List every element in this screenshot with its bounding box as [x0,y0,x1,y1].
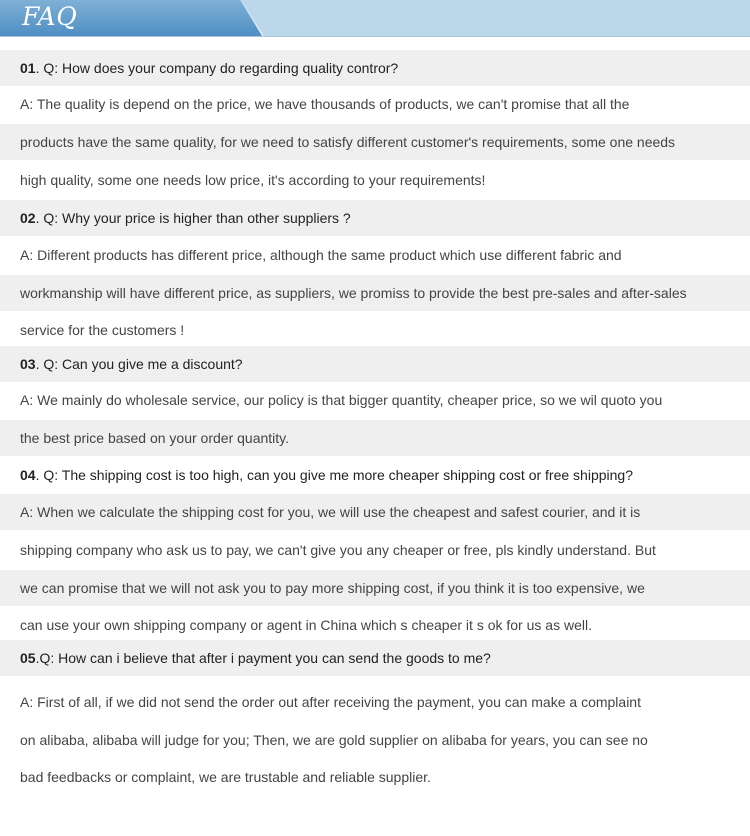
faq-question-4 [0,457,750,493]
faq-question-1 [0,50,750,86]
faq-answer-line: workmanship will have different price, as suppliers, we promiss to provide the best pre-sales and after-sales [0,275,750,311]
question-text: . Q: The shipping cost is too high, can you give me more cheaper shipping cost or free shipping? [35,467,633,483]
faq-answer-line: A: We mainly do wholesale service, our policy is that bigger quantity, cheaper price, so we wil quoto you [20,392,663,408]
question-number: 05 [20,650,36,666]
faq-question-2 [0,200,750,236]
faq-question-3 [0,346,750,382]
page-title: FAQ [22,2,78,31]
faq-answer-line: on alibaba, alibaba will judge for you; Then, we are gold supplier on alibaba for years, you can see no [20,732,648,748]
faq-answer-line: products have the same quality, for we need to satisfy different customer's requirements, some one needs [0,124,750,160]
question-number: 03 [20,356,36,372]
faq-answer-line: high quality, some one needs low price, it's according to your requirements! [20,172,486,188]
faq-answer-line: A: When we calculate the shipping cost for you, we will use the cheapest and safest courier, and it is [0,494,750,530]
faq-header-bar [0,0,750,37]
faq-answer-line: the best price based on your order quantity. [0,420,750,456]
question-number: 04 [20,467,36,483]
faq-answer-line: service for the customers ! [20,322,185,338]
faq-answer-line: we can promise that we will not ask you to pay more shipping cost, if you think it is too expensive, we [0,570,750,606]
question-text: . Q: Why your price is higher than other suppliers ? [35,210,351,226]
question-number: 01 [20,60,36,76]
faq-answer-line: bad feedbacks or complaint, we are trustable and reliable supplier. [20,769,431,785]
faq-answer-line: shipping company who ask us to pay, we can't give you any cheaper or free, pls kindly understand. But [20,542,656,558]
question-text: .Q: How can i believe that after i payment you can send the goods to me? [35,650,491,666]
faq-answer-line: A: The quality is depend on the price, we have thousands of products, we can't promise that all the [20,96,630,112]
faq-question-5 [0,640,750,676]
question-number: 02 [20,210,36,226]
question-text: . Q: Can you give me a discount? [35,356,243,372]
faq-answer-line: A: First of all, if we did not send the order out after receiving the payment, you can make a complaint [20,694,641,710]
question-text: . Q: How does your company do regarding quality contror? [35,60,399,76]
faq-answer-line: A: Different products has different price, although the same product which use different fabric and [20,247,622,263]
faq-answer-line: can use your own shipping company or agent in China which s cheaper it s ok for us as well. [20,617,592,633]
